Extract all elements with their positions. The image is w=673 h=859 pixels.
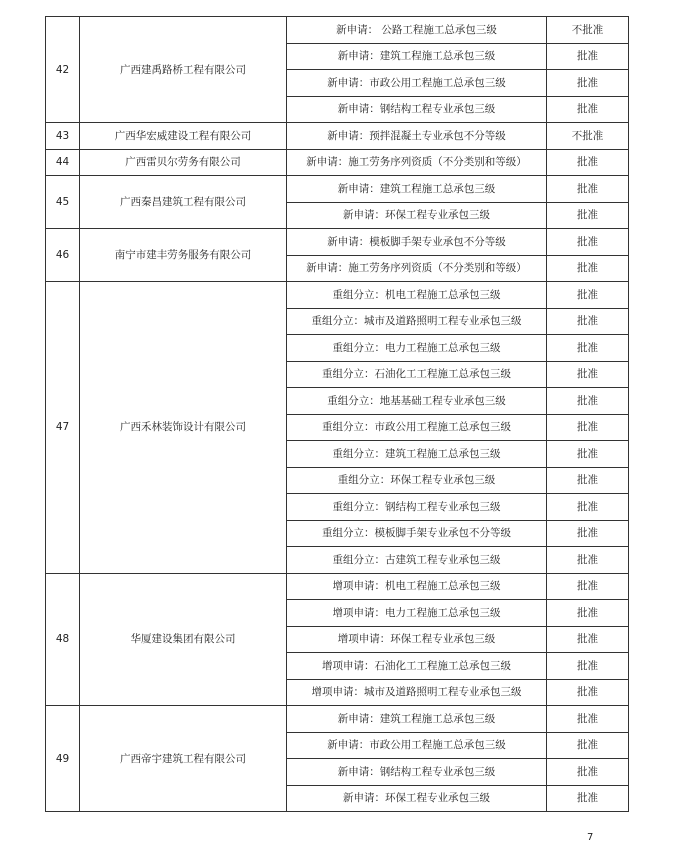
company-name-cell: 广西帝宇建筑工程有限公司 [80, 706, 287, 812]
result-cell: 批准 [547, 414, 629, 441]
application-item-cell: 增项申请：机电工程施工总承包三级 [287, 573, 547, 600]
result-cell: 批准 [547, 732, 629, 759]
result-cell: 批准 [547, 202, 629, 229]
application-item-cell: 新申请：市政公用工程施工总承包三级 [287, 70, 547, 97]
application-item-cell: 增项申请：电力工程施工总承包三级 [287, 600, 547, 627]
table-row [46, 573, 629, 600]
serial-number-cell: 47 [46, 282, 80, 574]
application-item-cell: 重组分立：机电工程施工总承包三级 [287, 282, 547, 309]
result-cell: 批准 [547, 282, 629, 309]
approval-table [45, 16, 629, 812]
table-row [46, 282, 629, 309]
application-item-cell: 新申请：环保工程专业承包三级 [287, 785, 547, 812]
table-row [46, 706, 629, 733]
application-item-cell: 重组分立：环保工程专业承包三级 [287, 467, 547, 494]
result-cell: 批准 [547, 361, 629, 388]
application-item-cell: 增项申请：石油化工工程施工总承包三级 [287, 653, 547, 680]
application-item-cell: 新申请：施工劳务序列资质（不分类别和等级） [287, 149, 547, 176]
result-cell: 批准 [547, 467, 629, 494]
serial-number-cell: 46 [46, 229, 80, 282]
table-row [46, 149, 629, 176]
table-row [46, 176, 629, 203]
table-row [46, 229, 629, 256]
application-item-cell: 新申请：钢结构工程专业承包三级 [287, 96, 547, 123]
application-item-cell: 重组分立：模板脚手架专业承包不分等级 [287, 520, 547, 547]
result-cell: 批准 [547, 547, 629, 574]
result-cell: 批准 [547, 96, 629, 123]
application-item-cell: 新申请：建筑工程施工总承包三级 [287, 176, 547, 203]
application-item-cell: 重组分立：石油化工工程施工总承包三级 [287, 361, 547, 388]
application-item-cell: 新申请：钢结构工程专业承包三级 [287, 759, 547, 786]
result-cell: 批准 [547, 759, 629, 786]
application-item-cell: 新申请：模板脚手架专业承包不分等级 [287, 229, 547, 256]
company-name-cell: 广西雷贝尔劳务有限公司 [80, 149, 287, 176]
company-name-cell: 广西建禹路桥工程有限公司 [80, 17, 287, 123]
result-cell: 批准 [547, 388, 629, 415]
approval-table-body [46, 17, 629, 812]
application-item-cell: 新申请：市政公用工程施工总承包三级 [287, 732, 547, 759]
application-item-cell: 增项申请：环保工程专业承包三级 [287, 626, 547, 653]
company-name-cell: 广西禾林装饰设计有限公司 [80, 282, 287, 574]
result-cell: 批准 [547, 706, 629, 733]
table-row [46, 123, 629, 150]
result-cell: 批准 [547, 308, 629, 335]
application-item-cell: 重组分立：地基基础工程专业承包三级 [287, 388, 547, 415]
result-cell: 批准 [547, 626, 629, 653]
application-item-cell: 新申请：建筑工程施工总承包三级 [287, 706, 547, 733]
result-cell: 批准 [547, 494, 629, 521]
application-item-cell: 重组分立：电力工程施工总承包三级 [287, 335, 547, 362]
serial-number-cell: 44 [46, 149, 80, 176]
result-cell: 批准 [547, 600, 629, 627]
application-item-cell: 重组分立：城市及道路照明工程专业承包三级 [287, 308, 547, 335]
company-name-cell: 华厦建设集团有限公司 [80, 573, 287, 706]
application-item-cell: 重组分立：钢结构工程专业承包三级 [287, 494, 547, 521]
application-item-cell: 新申请：预拌混凝土专业承包不分等级 [287, 123, 547, 150]
result-cell: 批准 [547, 441, 629, 468]
result-cell: 批准 [547, 70, 629, 97]
application-item-cell: 增项申请：城市及道路照明工程专业承包三级 [287, 679, 547, 706]
result-cell: 批准 [547, 520, 629, 547]
result-cell: 不批准 [547, 17, 629, 44]
result-cell: 批准 [547, 785, 629, 812]
result-cell: 批准 [547, 176, 629, 203]
application-item-cell: 新申请：施工劳务序列资质（不分类别和等级） [287, 255, 547, 282]
serial-number-cell: 48 [46, 573, 80, 706]
result-cell: 批准 [547, 43, 629, 70]
serial-number-cell: 49 [46, 706, 80, 812]
company-name-cell: 广西秦昌建筑工程有限公司 [80, 176, 287, 229]
serial-number-cell: 42 [46, 17, 80, 123]
result-cell: 批准 [547, 229, 629, 256]
serial-number-cell: 45 [46, 176, 80, 229]
company-name-cell: 广西华宏威建设工程有限公司 [80, 123, 287, 150]
application-item-cell: 新申请：建筑工程施工总承包三级 [287, 43, 547, 70]
result-cell: 不批准 [547, 123, 629, 150]
result-cell: 批准 [547, 335, 629, 362]
table-row [46, 17, 629, 44]
result-cell: 批准 [547, 149, 629, 176]
application-item-cell: 重组分立：古建筑工程专业承包三级 [287, 547, 547, 574]
company-name-cell: 南宁市建丰劳务服务有限公司 [80, 229, 287, 282]
application-item-cell: 重组分立：建筑工程施工总承包三级 [287, 441, 547, 468]
application-item-cell: 重组分立：市政公用工程施工总承包三级 [287, 414, 547, 441]
result-cell: 批准 [547, 679, 629, 706]
result-cell: 批准 [547, 573, 629, 600]
serial-number-cell: 43 [46, 123, 80, 150]
result-cell: 批准 [547, 255, 629, 282]
result-cell: 批准 [547, 653, 629, 680]
application-item-cell: 新申请：环保工程专业承包三级 [287, 202, 547, 229]
page-number: 7 [587, 832, 594, 843]
application-item-cell: 新申请： 公路工程施工总承包三级 [287, 17, 547, 44]
